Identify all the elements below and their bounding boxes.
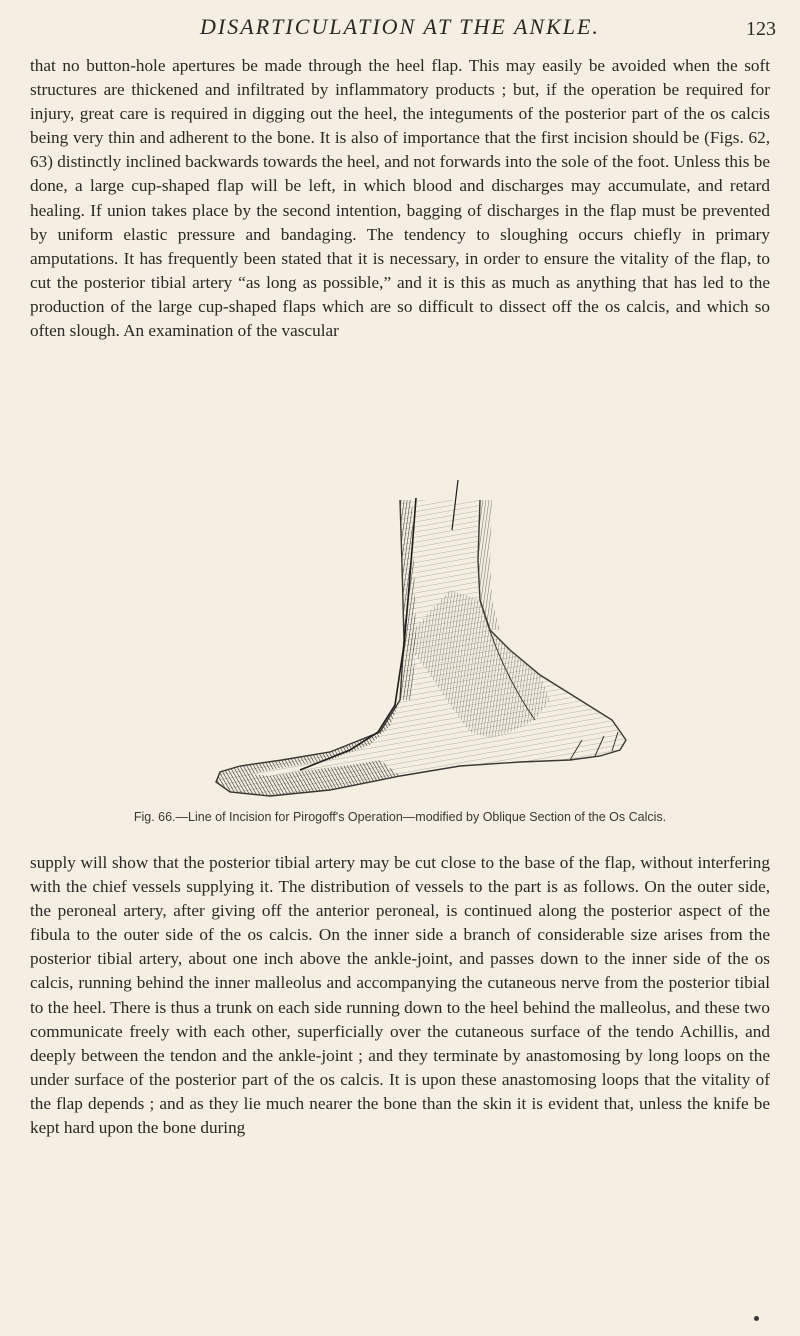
figure-caption: Fig. 66.—Line of Incision for Pirogoff's Operation—modified by Oblique Section of the Os Calcis. (133, 810, 667, 824)
running-head: DISARTICULATION AT THE ANKLE. (200, 14, 600, 39)
body-paragraph-1: that no button-hole apertures be made through the heel flap. This may easily be avoided when the soft structures are thickened and infiltrated by inflammatory products ; but, if the operation be required for injury, great care is required in digging out the heel, the integuments of the posterior part of the os calcis being very thin and adherent to the bone. It is also of importance that the first incision should be (Figs. 62, 63) distinctly inclined backwards towards the heel, and not forwards into the sole of the foot. Unless this be done, a large cup-shaped flap will be left, in which blood and discharges may accumulate, and retard healing. If union takes place by the second intention, bagging of discharges in the flap must be prevented by uniform elastic pressure and bandaging. The tendency to sloughing occurs chiefly in primary amputations. It has frequently been stated that it is necessary, in order to ensure the vitality of the flap, to cut the posterior tibial artery “as long as possible,” and it is this as much as anything that has led to the production of the large cup-shaped flaps which are so difficult to dissect off the os calcis, and which so often slough. An examination of the vascular (30, 56, 770, 341)
body-paragraph-2: supply will show that the posterior tibial artery may be cut close to the base of the flap, without interfering with the chief vessels supplying it. The distribution of vessels to the part is as follows. On the outer side, the peroneal artery, after giving off the anterior peroneal, is continued along the posterior aspect of the fibula to the outer side of the os calcis. On the inner side a branch of considerable size arises from the posterior tibial artery, about one inch above the ankle-joint, and passes down to the inner side of the os calcis, running behind the inner malleolus and accompanying the cutaneous nerve from the posterior tibial to the heel. There is thus a trunk on each side running down to the heel behind the malleolus, and these two communicate freely with each other, superficially over the cutaneous surface of the tendo Achillis, and deeply between the tendon and the ankle-joint ; and they terminate by anastomosing by long loops on the under surface of the posterior part of the os calcis. It is upon these anastomosing loops that the vitality of the flap depends ; and as they lie much nearer the bone than the skin it is evident that, unless the knife be kept hard upon the bone during (30, 853, 770, 1138)
page-header (0, 14, 800, 54)
bottom-dot (754, 1316, 759, 1321)
page-number: 123 (746, 18, 776, 40)
foot-illustration (190, 470, 650, 800)
